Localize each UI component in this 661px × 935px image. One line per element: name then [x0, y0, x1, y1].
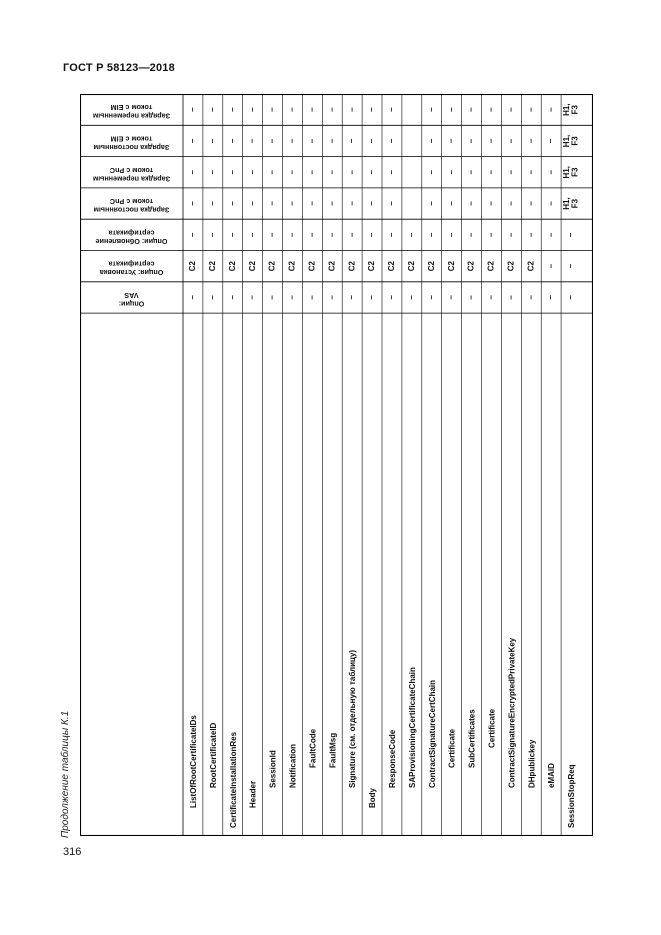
table-cell: –	[347, 201, 357, 206]
row-label: Certificate	[447, 728, 457, 768]
table-cell: –	[267, 138, 277, 144]
table-cell: –	[506, 170, 516, 175]
table-cell: F3	[570, 167, 580, 177]
page-number: 316	[63, 846, 82, 858]
table-cell: –	[426, 295, 436, 300]
table-cell: –	[546, 107, 556, 112]
table-cell: F3	[570, 104, 580, 115]
table-cell: C2	[367, 261, 377, 272]
table-cell: C2	[287, 261, 297, 272]
table-cell: –	[466, 107, 476, 112]
column-header: током с EIM	[110, 134, 153, 144]
table-cell: –	[466, 201, 476, 206]
table-cell: –	[267, 201, 277, 206]
table-cell: C2	[486, 261, 496, 272]
table-cell: F3	[570, 136, 580, 146]
table-cell: –	[188, 107, 198, 112]
table-cell: –	[387, 295, 397, 300]
table-cell: C2	[247, 261, 257, 272]
table-cell: –	[526, 201, 536, 206]
table-cell: H1,	[562, 166, 572, 179]
table-cell: –	[207, 170, 217, 175]
row-label: Body	[368, 788, 378, 808]
table-cell: –	[247, 138, 257, 144]
table-cell: –	[566, 295, 576, 300]
table-cell: –	[446, 138, 456, 144]
row-label: CertificateInstallationRes	[228, 731, 238, 828]
row-label: DHpublickey	[527, 739, 537, 788]
table-cell: –	[347, 232, 357, 238]
table-cell: –	[188, 170, 198, 175]
row-label: Certificate	[487, 708, 497, 748]
table-cell: H1,	[562, 103, 572, 116]
row-label: Header	[248, 780, 258, 808]
table-cell: –	[287, 138, 297, 144]
column-header: Опции:	[118, 299, 145, 309]
table-cell: –	[566, 232, 576, 238]
table-cell: –	[506, 295, 516, 300]
table-cell: C2	[347, 261, 357, 272]
table-cell: –	[546, 232, 556, 238]
row-label: Signature (см. отдельную таблицу)	[348, 649, 358, 788]
row-label: ResponseCode	[387, 729, 397, 788]
table-cell: –	[287, 170, 297, 175]
row-label: SessionId	[268, 750, 278, 788]
column-header: Зарядка переменным	[92, 174, 171, 184]
table-cell: –	[207, 107, 217, 112]
table-cell: –	[327, 201, 337, 206]
table-cell: –	[287, 232, 297, 238]
table-cell: –	[307, 170, 317, 175]
table-cell: –	[367, 201, 377, 206]
table-cell: –	[227, 295, 237, 300]
column-header: Зарядка постоянным	[93, 142, 170, 152]
table-cell: –	[526, 138, 536, 144]
table-cell: –	[426, 232, 436, 238]
table-cell: –	[546, 295, 556, 300]
table-cell: –	[327, 107, 337, 112]
table-cell: –	[446, 107, 456, 112]
table-cell: –	[227, 107, 237, 112]
table-cell: –	[466, 170, 476, 175]
table-cell: C2	[466, 261, 476, 272]
column-header: Опция: Установка	[99, 268, 164, 278]
table-cell: –	[327, 295, 337, 300]
table-cell: –	[247, 107, 257, 112]
table-cell: –	[406, 232, 416, 238]
table-cell: –	[387, 201, 397, 206]
table-cell: –	[506, 201, 516, 206]
requirements-table-svg	[80, 94, 593, 836]
table-cell: –	[486, 170, 496, 175]
table-cell: –	[367, 107, 377, 112]
table-cell: –	[486, 107, 496, 112]
table-cell: –	[387, 107, 397, 112]
table-cell: C2	[267, 261, 277, 272]
table-cell: –	[446, 295, 456, 300]
table-cell: –	[207, 232, 217, 238]
table-cell: –	[247, 201, 257, 206]
table-cell: –	[426, 201, 436, 206]
column-header: VAS	[124, 290, 139, 300]
table-cell: C2	[227, 261, 237, 272]
table-cell: H1,	[562, 134, 572, 148]
table-cell: –	[486, 201, 496, 206]
row-label: SubCertificates	[467, 709, 477, 768]
table-cell: –	[227, 170, 237, 175]
column-header: сертификата	[108, 259, 155, 269]
table-cell: –	[446, 232, 456, 238]
table-cell: –	[287, 107, 297, 112]
table-cell: –	[227, 138, 237, 144]
row-label: Notification	[288, 744, 298, 788]
table-cell: –	[526, 170, 536, 175]
table-cell: –	[387, 232, 397, 238]
table-cell: –	[307, 138, 317, 144]
table-cell: –	[188, 138, 198, 144]
table-cell: –	[486, 138, 496, 144]
table-cell: C2	[207, 261, 217, 272]
table-cell: –	[367, 138, 377, 144]
table-cell: –	[466, 232, 476, 238]
table-cell: –	[546, 201, 556, 206]
table-cell: –	[307, 232, 317, 238]
table-cell: –	[267, 170, 277, 175]
table-cell: –	[247, 170, 257, 175]
table-cell: –	[267, 107, 277, 112]
table-cell: –	[227, 232, 237, 238]
row-label: eMAID	[547, 763, 557, 788]
table-cell: –	[387, 170, 397, 175]
table-cell: –	[466, 138, 476, 144]
table-cell: –	[307, 295, 317, 300]
table-cell: –	[546, 263, 556, 269]
table-cell: –	[367, 295, 377, 300]
table-cell: –	[327, 232, 337, 238]
table-cell: –	[387, 138, 397, 144]
table-cell: C2	[188, 261, 198, 272]
table-cell: –	[486, 295, 496, 300]
table-cell: –	[347, 295, 357, 300]
table-cell: –	[406, 295, 416, 300]
column-header: током с PnC	[109, 197, 154, 207]
table-cell: –	[446, 201, 456, 206]
table-cell: –	[426, 138, 436, 144]
table-cell: –	[506, 107, 516, 112]
table-cell: –	[287, 295, 297, 300]
table-cell: –	[367, 170, 377, 175]
table-cell: –	[188, 201, 198, 206]
table-cell: –	[526, 232, 536, 238]
table-cell: –	[327, 138, 337, 144]
table-cell: –	[446, 170, 456, 175]
table-cell: C2	[426, 261, 436, 272]
table-cell: –	[347, 170, 357, 175]
row-label: ContractSignatureEncryptedPrivateKey	[507, 637, 517, 788]
row-label: FaultCode	[308, 728, 318, 768]
table-cell: –	[307, 107, 317, 112]
row-label: ListOfRootCertificateIDs	[188, 715, 198, 808]
table-cell: C2	[406, 261, 416, 272]
table-cell: –	[227, 201, 237, 206]
table-cell: –	[327, 170, 337, 175]
row-label: SAProvisioningCertificateChain	[407, 667, 417, 788]
table-cell: –	[426, 170, 436, 175]
table-cell: C2	[446, 261, 456, 272]
table-cell: C2	[506, 261, 516, 272]
row-label: RootCertificateID	[208, 722, 218, 788]
table-cell: –	[267, 232, 277, 238]
table-cell: –	[207, 201, 217, 206]
table-cell: –	[188, 232, 198, 238]
column-header: Зарядка постоянным	[93, 205, 170, 215]
table-cell: –	[247, 295, 257, 300]
table-cell: –	[546, 138, 556, 144]
column-header: Опции: Обновление	[95, 236, 168, 246]
document-header: ГОСТ Р 58123—2018	[63, 62, 175, 74]
row-label: FaultMsg	[328, 732, 338, 768]
table-cell: –	[526, 295, 536, 300]
table-cell: –	[466, 295, 476, 300]
table-cell: –	[188, 295, 198, 300]
table-cell: –	[347, 138, 357, 144]
table-cell: –	[267, 295, 277, 300]
table-cell: –	[426, 107, 436, 112]
table-cell: –	[566, 263, 576, 269]
table-cell: C2	[307, 261, 317, 272]
requirements-table	[80, 94, 593, 836]
column-header: током с PnC	[109, 165, 154, 175]
row-label: SessionStopReq	[567, 764, 577, 828]
column-header: Зарядка переменным	[92, 111, 171, 121]
row-label: ContractSignatureCertChain	[427, 679, 437, 788]
continuation-caption: Продолжение таблицы К.1	[60, 710, 71, 838]
table-cell: H1,	[562, 197, 572, 210]
table-cell: –	[506, 232, 516, 238]
table-cell: –	[307, 201, 317, 206]
table-cell: –	[367, 232, 377, 238]
table-cell: –	[207, 295, 217, 300]
column-header: током с EIM	[110, 103, 153, 113]
column-header: сертификата	[108, 228, 155, 238]
table-cell: –	[247, 232, 257, 238]
table-cell: –	[347, 107, 357, 112]
table-cell: C2	[526, 261, 536, 272]
table-cell: C2	[387, 261, 397, 272]
table-cell: –	[526, 107, 536, 112]
table-cell: C2	[327, 261, 337, 272]
table-cell: –	[207, 138, 217, 144]
table-cell: F3	[570, 198, 580, 209]
table-cell: –	[506, 138, 516, 144]
table-cell: –	[486, 232, 496, 238]
table-cell: –	[287, 201, 297, 206]
table-cell: –	[546, 170, 556, 175]
